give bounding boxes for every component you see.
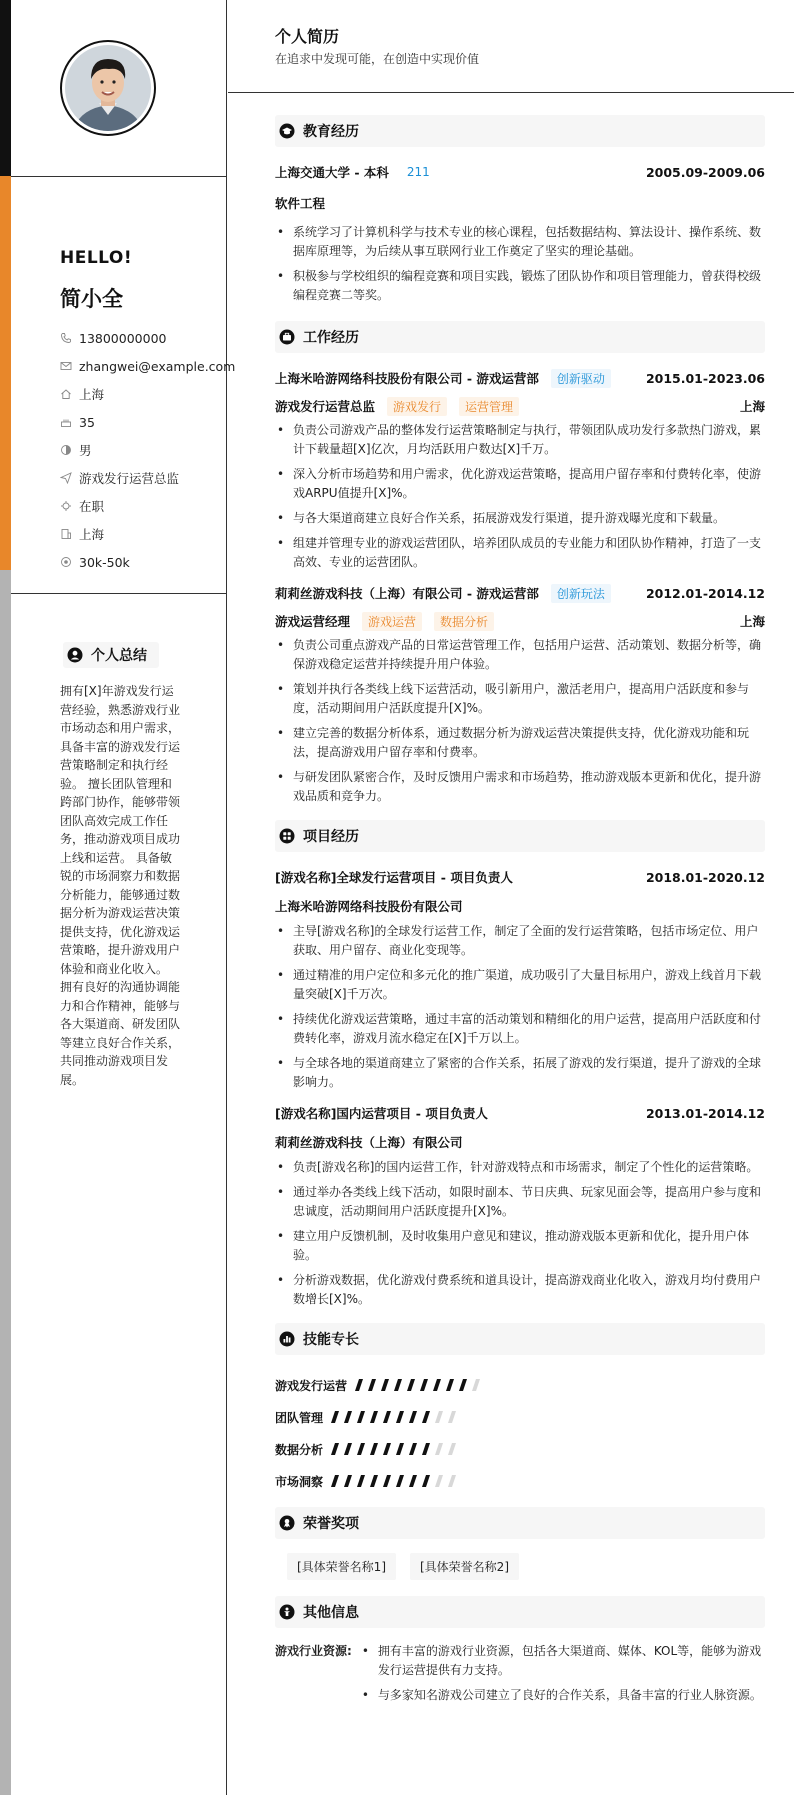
skill-row: [275, 1401, 765, 1433]
work-heading: [275, 321, 765, 353]
project-name: [游戏名称]全球发行运营项目 - 项目负责人: [275, 870, 513, 885]
skill-segment: [459, 1379, 467, 1391]
skill-segment: [422, 1443, 430, 1455]
left-accent-strip: [0, 0, 11, 1795]
skill-segment: [422, 1475, 430, 1487]
other-title: 其他信息: [303, 1605, 359, 1621]
sidebar-divider: [11, 176, 227, 177]
work-city: 上海: [739, 399, 765, 414]
project-company: 莉莉丝游戏科技（上海）有限公司: [275, 1135, 463, 1150]
skill-segment: [396, 1411, 404, 1423]
other-section: [275, 1596, 765, 1711]
page-title: 个人简历: [275, 27, 340, 46]
info-city: [60, 520, 235, 548]
education-major: 软件工程: [275, 196, 326, 211]
project-row: [275, 866, 765, 888]
other-label: 游戏行业资源:: [275, 1644, 352, 1658]
info-status: [60, 492, 235, 520]
role-tag: 游戏发行: [387, 397, 447, 416]
education-bullets: [275, 223, 765, 305]
info-person-icon: [279, 1604, 295, 1620]
honor-item: [具体荣誉名称1]: [287, 1553, 396, 1580]
project-row: [275, 1102, 765, 1124]
skills-title: 技能专长: [303, 1332, 359, 1348]
work-date: 2012.01-2014.12: [645, 585, 765, 601]
page-subtitle: 在追求中发现可能，在创造中实现价值: [275, 52, 480, 66]
list-item: • 负责公司游戏产品的整体发行运营策略制定与执行，带领团队成功发行多款热门游戏，累计下载量超[X]亿次，月均活跃用户数达[X]千万。: [275, 421, 765, 459]
avatar: [65, 45, 151, 131]
education-heading: [275, 115, 765, 147]
phone-text: 13800000000: [79, 330, 167, 346]
summary-text: 拥有[X]年游戏发行运营经验，熟悉游戏行业市场动态和用户需求，具备丰富的游戏发行运营策略制定和执行经验。 擅长团队管理和跨部门协作，能够带领团队高效完成工作任务，推动游戏项目成功上线和运营。 具备敏锐的市场洞察力和数据分析能力，能够通过数据分析为游戏运营决策提供支持，优化游戏运营策略，提升游戏用户体验和商业化收入。 拥有良好的沟通协调能力和合作精神，能够与各大渠道商、研发团队等建立良好合作关系，共同推动游戏项目发展。: [60, 684, 181, 1087]
honors-title: 荣誉奖项: [303, 1516, 359, 1532]
skill-segment: [435, 1443, 443, 1455]
work-role: 游戏发行运营总监: [275, 399, 376, 414]
skill-segment: [409, 1411, 417, 1423]
list-item: • 系统学习了计算机科学与技术专业的核心课程，包括数据结构、算法设计、操作系统、数据库原理等，为后续从事互联网行业工作奠定了坚实的理论基础。: [275, 223, 765, 261]
info-gender: [60, 436, 235, 464]
project-date: 2018.01-2020.12: [645, 869, 765, 885]
project-bullets: [275, 922, 765, 1092]
skill-segment: [422, 1411, 430, 1423]
list-item: • 负责[游戏名称]的国内运营工作，针对游戏特点和市场需求，制定了个性化的运营策略。: [275, 1158, 765, 1177]
skill-segment: [344, 1475, 352, 1487]
honor-item: [具体荣誉名称2]: [410, 1553, 519, 1580]
skill-name: 市场洞察: [275, 1474, 324, 1489]
skill-segment: [344, 1443, 352, 1455]
age-icon: [60, 416, 72, 428]
contact-info-list: [60, 324, 235, 576]
list-item: • 主导[游戏名称]的全球发行运营工作，制定了全面的发行运营策略，包括市场定位、用户获取、用户留存、商业化变现等。: [275, 922, 765, 960]
list-item: • 通过精准的用户定位和多元化的推广渠道，成功吸引了大量目标用户，游戏上线首月下载量突破[X]千万次。: [275, 966, 765, 1004]
skill-segment: [394, 1379, 402, 1391]
education-title: 教育经历: [303, 124, 359, 140]
projects-heading: [275, 820, 765, 852]
skill-segment: [370, 1443, 378, 1455]
list-item: • 通过举办各类线上线下活动，如限时副本、节日庆典、玩家见面会等，提高用户参与度和忠诚度，活动期间用户活跃度提升[X]%。: [275, 1183, 765, 1221]
work-section: [275, 321, 765, 806]
skill-level-bar: [351, 1378, 491, 1392]
status-text: 在职: [79, 499, 105, 514]
work-city: 上海: [739, 614, 765, 629]
work-company: 莉莉丝游戏科技（上海）有限公司 - 游戏运营部: [275, 586, 539, 601]
work-tag: 创新玩法: [551, 584, 611, 603]
skill-segment: [331, 1411, 339, 1423]
info-salary: [60, 548, 235, 576]
list-item: • 持续优化游戏运营策略，通过丰富的活动策划和精细化的用户运营，提高用户活跃度和付费转化率，游戏月流水稳定在[X]千万以上。: [275, 1010, 765, 1048]
graduation-cap-icon: [279, 123, 295, 139]
grid-icon: [279, 828, 295, 844]
phone-icon: [60, 332, 72, 344]
work-tag: 创新驱动: [551, 369, 611, 388]
other-heading: [275, 1596, 765, 1628]
info-email: [60, 352, 235, 380]
person-name: 简小全: [60, 287, 123, 311]
skill-row: [275, 1465, 765, 1497]
school-tag: 211: [406, 165, 430, 179]
skill-segment: [448, 1411, 456, 1423]
list-item: • 与多家知名游戏公司建立了良好的合作关系，具备丰富的行业人脉资源。: [360, 1686, 765, 1705]
main-content: [228, 0, 794, 1795]
work-role: 游戏运营经理: [275, 614, 351, 629]
role-tag: 数据分析: [434, 612, 494, 631]
work-bullets: [275, 636, 765, 806]
skill-level-bar: [327, 1474, 467, 1488]
work-role-row: [275, 610, 765, 632]
list-item: • 建立用户反馈机制，及时收集用户意见和建议，推动游戏版本更新和优化，提升用户体验。: [275, 1227, 765, 1265]
education-date: 2005.09-2009.06: [645, 164, 765, 180]
skills-list: [275, 1369, 765, 1497]
skill-row: [275, 1433, 765, 1465]
list-item: • 与各大渠道商建立良好合作关系，拓展游戏发行渠道，提升游戏曝光度和下载量。: [275, 509, 765, 528]
skill-segment: [383, 1411, 391, 1423]
project-date: 2013.01-2014.12: [645, 1105, 765, 1121]
work-bullets: [275, 421, 765, 572]
skill-segment: [435, 1411, 443, 1423]
list-item: • 拥有丰富的游戏行业资源，包括各大渠道商、媒体、KOL等，能够为游戏发行运营提供有力支持。: [360, 1642, 765, 1680]
honors-heading: [275, 1507, 765, 1539]
project-name: [游戏名称]国内运营项目 - 项目负责人: [275, 1106, 488, 1121]
salary-text: 30k-50k: [79, 554, 130, 570]
list-item: • 积极参与学校组织的编程竞赛和项目实践，锻炼了团队协作和项目管理能力，曾获得校级编程竞赛二等奖。: [275, 267, 765, 305]
skill-segment: [409, 1443, 417, 1455]
info-position: [60, 464, 235, 492]
other-row: [275, 1642, 765, 1711]
skill-segment: [448, 1443, 456, 1455]
skill-segment: [331, 1443, 339, 1455]
briefcase-icon: [279, 329, 295, 345]
skill-segment: [370, 1411, 378, 1423]
education-section: [275, 115, 765, 305]
skill-row: [275, 1369, 765, 1401]
skill-name: 团队管理: [275, 1410, 324, 1425]
position-text: 游戏发行运营总监: [79, 471, 180, 486]
skill-segment: [409, 1475, 417, 1487]
skills-section: [275, 1323, 765, 1497]
skill-segment: [355, 1379, 363, 1391]
skill-segment: [344, 1411, 352, 1423]
info-phone: [60, 324, 235, 352]
role-tag: 运营管理: [459, 397, 519, 416]
building-icon: [60, 528, 72, 540]
projects-section: [275, 820, 765, 1309]
work-company: 上海米哈游网络科技股份有限公司 - 游戏运营部: [275, 371, 539, 386]
work-row: [275, 367, 765, 389]
status-icon: [60, 500, 72, 512]
list-item: • 与研发团队紧密合作，及时反馈用户需求和市场趋势，推动游戏版本更新和优化，提升游戏品质和竞争力。: [275, 768, 765, 806]
send-icon: [60, 472, 72, 484]
list-item: • 与全球各地的渠道商建立了紧密的合作关系，拓展了游戏的发行渠道，提升了游戏的全球影响力。: [275, 1054, 765, 1092]
honors-list: [275, 1553, 765, 1580]
work-row: [275, 582, 765, 604]
strip-orange-segment: [0, 176, 11, 570]
work-date: 2015.01-2023.06: [645, 370, 765, 386]
work-title: 工作经历: [303, 330, 359, 346]
skill-segment: [331, 1475, 339, 1487]
honors-section: [275, 1507, 765, 1580]
user-circle-icon: [67, 647, 83, 663]
project-item: [275, 1102, 765, 1309]
skills-heading: [275, 1323, 765, 1355]
hello-heading: HELLO!: [60, 248, 133, 268]
skill-segment: [407, 1379, 415, 1391]
sidebar: [11, 0, 236, 1795]
skill-segment: [357, 1411, 365, 1423]
age-text: 35: [79, 414, 95, 430]
info-location: [60, 380, 235, 408]
info-age: [60, 408, 235, 436]
salary-icon: [60, 556, 72, 568]
skill-segment: [383, 1475, 391, 1487]
skill-segment: [472, 1379, 480, 1391]
skill-level-bar: [327, 1410, 467, 1424]
project-bullets: [275, 1158, 765, 1309]
skill-segment: [435, 1475, 443, 1487]
email-text: zhangwei@example.com: [79, 358, 236, 374]
gender-icon: [60, 444, 72, 456]
list-item: • 建立完善的数据分析体系，通过数据分析为游戏运营决策提供支持，优化游戏功能和玩法，提高游戏用户留存率和付费率。: [275, 724, 765, 762]
list-item: • 分析游戏数据，优化游戏付费系统和道具设计，提高游戏商业化收入，游戏月均付费用户数增长[X]%。: [275, 1271, 765, 1309]
project-company: 上海米哈游网络科技股份有限公司: [275, 899, 463, 914]
summary-title: 个人总结: [91, 648, 147, 664]
education-row: [275, 161, 765, 183]
resume-body: [275, 115, 765, 1711]
skill-segment: [370, 1475, 378, 1487]
skill-segment: [396, 1475, 404, 1487]
role-tag: 游戏运营: [362, 612, 422, 631]
work-role-row: [275, 395, 765, 417]
skill-level-bar: [327, 1442, 467, 1456]
skill-segment: [433, 1379, 441, 1391]
location-text: 上海: [79, 387, 105, 402]
strip-black-segment: [0, 0, 11, 176]
projects-title: 项目经历: [303, 829, 359, 845]
avatar-photo: [65, 45, 151, 131]
project-item: [275, 866, 765, 1092]
list-item: • 策划并执行各类线上线下运营活动，吸引新用户，激活老用户，提高用户活跃度和参与度，活动期间用户活跃度提升[X]%。: [275, 680, 765, 718]
skill-segment: [357, 1443, 365, 1455]
skill-segment: [420, 1379, 428, 1391]
sidebar-divider: [11, 593, 227, 594]
skill-segment: [357, 1475, 365, 1487]
gender-text: 男: [79, 443, 92, 458]
city-text: 上海: [79, 527, 105, 542]
award-icon: [279, 1515, 295, 1531]
summary-heading: [63, 642, 159, 668]
home-icon: [60, 388, 72, 400]
avatar-frame: [60, 40, 156, 136]
other-bullets: [360, 1642, 765, 1711]
skill-name: 游戏发行运营: [275, 1378, 348, 1393]
skill-segment: [396, 1443, 404, 1455]
skill-segment: [381, 1379, 389, 1391]
page-header: [228, 0, 794, 93]
skill-segment: [383, 1443, 391, 1455]
mail-icon: [60, 360, 72, 372]
skill-segment: [368, 1379, 376, 1391]
skill-segment: [446, 1379, 454, 1391]
list-item: • 负责公司重点游戏产品的日常运营管理工作，包括用户运营、活动策划、数据分析等，确保游戏稳定运营并持续提升用户体验。: [275, 636, 765, 674]
school-name: 上海交通大学 - 本科: [275, 165, 389, 180]
list-item: • 深入分析市场趋势和用户需求，优化游戏运营策略，提高用户留存率和付费转化率，使游戏ARPU值提升[X]%。: [275, 465, 765, 503]
skill-name: 数据分析: [275, 1442, 324, 1457]
list-item: • 组建并管理专业的游戏运营团队，培养团队成员的专业能力和团队协作精神，打造了一支高效、专业的运营团队。: [275, 534, 765, 572]
work-item: [275, 582, 765, 806]
work-item: [275, 367, 765, 572]
bar-chart-icon: [279, 1331, 295, 1347]
skill-segment: [448, 1475, 456, 1487]
